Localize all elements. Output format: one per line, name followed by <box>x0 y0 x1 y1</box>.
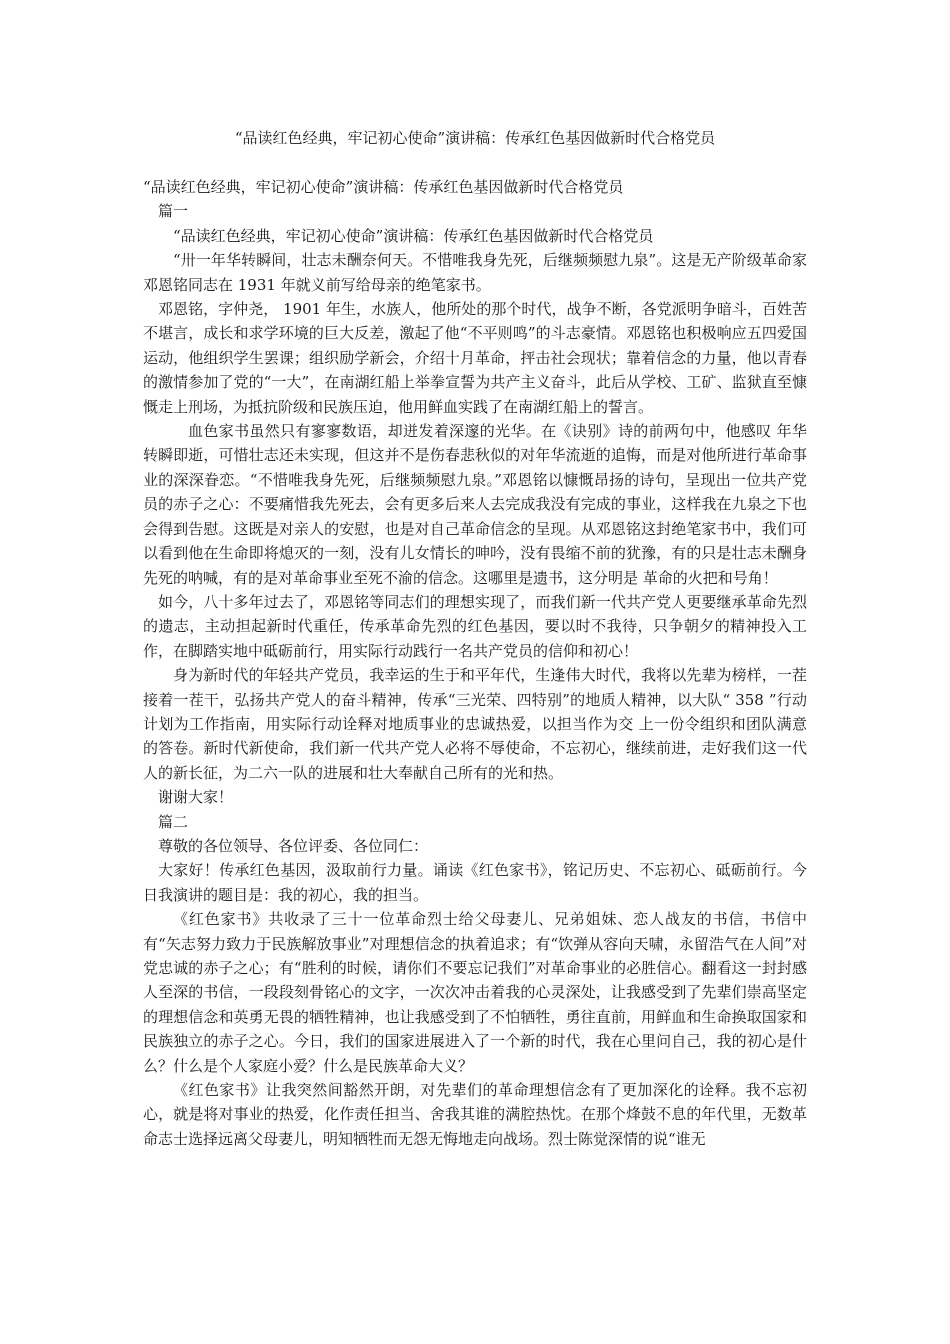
salutation: 尊敬的各位领导、各位评委、各位同仁： <box>158 836 429 855</box>
paragraph: 如今，八十多年过去了，邓恩铭等同志们的理想实现了，而我们新一代共产党人更要继承革命先烈的遗志，主动担起新时代重任，传承革命先烈的红色基因，要以时不我待，只争朝夕的精神投入工作，在脚踏实地中砥砺前行，用实际行动践行一名共产党员的信仰和初心！ <box>143 592 807 660</box>
paragraph: 邓恩铭，字仲尧， 1901 年生，水族人，他所处的那个时代，战争不断，各党派明争暗斗，百姓苦不堪言，成长和求学环境的巨大反差，激起了他“不平则鸣”的斗志豪情。邓恩铭也积极响应五四爱国运动，他组织学生罢课；组织励学新会，介绍十月革命，抨击社会现状；靠着信念的力量，他以青春的激情参加了党的“一大”，在南湖红船上举拳宣誓为共产主义奋斗，此后从学校、工矿、监狱直至慷慨走上刑场，为抵抗阶级和民族压迫，他用鲜血实践了在南湖红船上的誓言。 <box>143 300 807 416</box>
document-body <box>143 175 807 1151</box>
paragraph: 谢谢大家！ <box>158 788 234 807</box>
document-title: “品读红色经典，牢记初心使命”演讲稿：传承红色基因做新时代合格党员 <box>234 129 716 147</box>
section-heading-two: 篇二 <box>158 812 189 831</box>
paragraph: 身为新时代的年轻共产党员，我幸运的生于和平年代，生逢伟大时代，我将以先辈为榜样，一茬接着一茬干，弘扬共产党人的奋斗精神，传承“三光荣、四特别”的地质人精神，以大队“ 358 ”行动计划为工作指南，用实际行动诠释对地质事业的忠诚热爱，以担当作为交 上一份令组织和团队满意的答卷。新时代新使命，我们新一代共产党人必将不辱使命，不忘初心，继续前进，走好我们这一代人的新长征，为二六一队的进展和壮大奉献自己所有的光和热。 <box>143 666 807 782</box>
paragraph: 《红色家书》让我突然间豁然开朗，对先辈们的革命理想信念有了更加深化的诠释。我不忘初心，就是将对事业的热爱，化作责任担当、舍我其谁的满腔热忱。在那个烽鼓不息的年代里，无数革命志士选择远离父母妻儿，明知牺牲而无怨无悔地走向战场。烈士陈觉深情的说“谁无 <box>143 1081 807 1148</box>
paragraph: “卅一年华转瞬间，壮志未酬奈何天。不惜唯我身先死，后继频频慰九泉”。这是无产阶级革命家邓恩铭同志在 1931 年就义前写给母亲的绝笔家书。 <box>143 251 807 294</box>
subtitle-line: “品读红色经典，牢记初心使命”演讲稿：传承红色基因做新时代合格党员 <box>143 178 624 196</box>
paragraph: 大家好！传承红色基因，汲取前行力量。诵读《红色家书》，铭记历史、不忘初心、砥砺前行。今日我演讲的题目是：我的初心，我的担当。 <box>143 861 807 904</box>
paragraph: 《红色家书》共收录了三十一位革命烈士给父母妻儿、兄弟姐妹、恋人战友的书信，书信中有“矢志努力致力于民族解放事业”对理想信念的执着追求；有“饮弹从容向天啸，永留浩气在人间”对党忠诚的赤子之心；有“胜利的时候，请你们不要忘记我们”对革命事业的必胜信心。翻看这一封封感人至深的书信，一段段刻骨铭心的文字，一次次冲击着我的心灵深处，让我感受到了先辈们崇高坚定的理想信念和英勇无畏的牺牲精神，也让我感受到了不怕牺牲，勇往直前，用鲜血和生命换取国家和民族独立的赤子之心。今日，我们的国家进展进入了一个新的时代，我在心里问自己，我的初心是什么？什么是个人家庭小爱？什么是民族革命大义？ <box>143 910 807 1075</box>
paragraph: 血色家书虽然只有寥寥数语，却迸发着深邃的光华。在《诀别》诗的前两句中，他感叹 年华转瞬即逝，可惜壮志还未实现，但这并不是伤春悲秋似的对年华流逝的追悔，而是对他所进行革命事业的深深眷恋。“不惜唯我身先死，后继频频慰九泉。”邓恩铭以慷慨昂扬的诗句，呈现出一位共产党员的赤子之心：不要痛惜我先死去，会有更多后来人去完成我没有完成的事业，这样我在九泉之下也会得到告慰。这既是对亲人的安慰，也是对自己革命信念的呈现。从邓恩铭这封绝笔家书中，我们可以看到他在生命即将熄灭的一刻，没有儿女情长的呻吟，没有畏缩不前的犹豫，有的只是壮志未酬身先死的呐喊，有的是对革命事业至死不渝的信念。这哪里是遗书，这分明是 革命的火把和号角！ <box>143 422 807 587</box>
section-heading-one: 篇一 <box>158 202 189 221</box>
section-subtitle: “品读红色经典，牢记初心使命”演讲稿：传承红色基因做新时代合格党员 <box>173 226 654 245</box>
